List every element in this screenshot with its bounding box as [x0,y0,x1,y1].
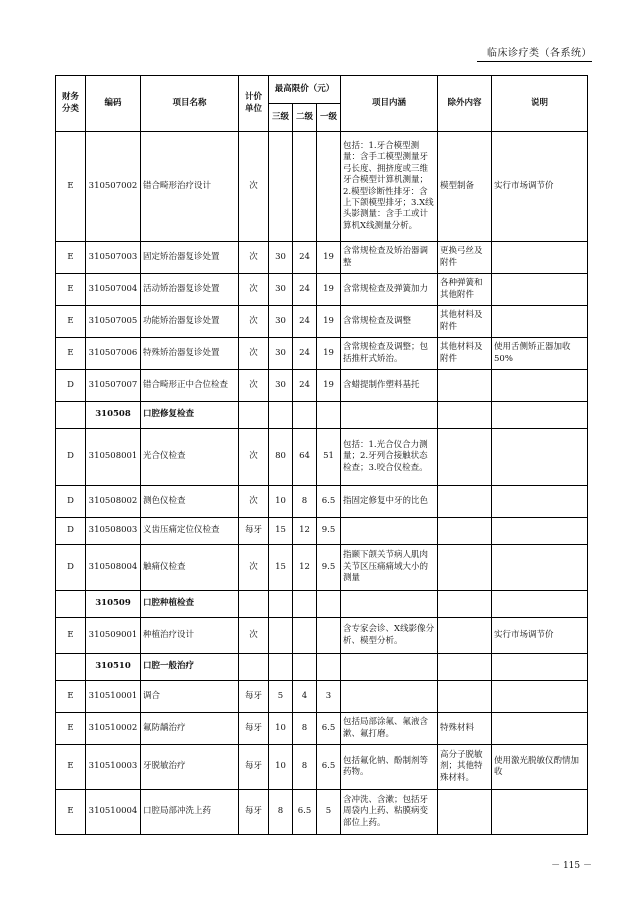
table-row [56,132,588,242]
price1-cell [317,132,341,242]
name-cell: 口腔局部冲洗上药 [141,790,239,835]
unit-cell: 每牙 [239,790,269,835]
unit-cell: 次 [239,486,269,518]
section-name: 口腔种植检查 [141,591,239,618]
price3-cell: 30 [269,242,293,274]
category-cell: E [56,681,86,713]
price1-cell: 19 [317,242,341,274]
content-cell [341,654,438,681]
notes-cell [492,518,588,545]
price2-cell: 8 [293,486,317,518]
notes-cell: 使用激光脱敏仪酌情加收 [492,745,588,790]
notes-cell: 使用舌侧矫正器加收50% [492,338,588,370]
content-cell: 包括：1.牙合模型测量：含手工模型测量牙弓长度、拥挤度或三维牙合模型计算机测量；2.模型诊断性排牙：含上下颌模型排牙；3.X线头影测量：含手工或计算机X线测量分析。 [341,132,438,242]
excluded-cell: 模型制备 [438,132,492,242]
table-row [56,545,588,591]
name-cell: 触痛仪检查 [141,545,239,591]
category-cell: D [56,429,86,486]
col-level1: 一级 [317,104,341,132]
price3-cell [269,402,293,429]
notes-cell [492,402,588,429]
unit-cell: 次 [239,242,269,274]
content-cell: 包括局部涂氟、氟液含漱、氟打磨。 [341,713,438,745]
content-cell: 包括氟化钠、酚制剂等药物。 [341,745,438,790]
col-name: 项目名称 [141,76,239,132]
price1-cell [317,654,341,681]
category-cell: E [56,306,86,338]
code-cell: 310507005 [86,306,141,338]
code-cell: 310508003 [86,518,141,545]
content-cell: 含冲洗、含漱；包括牙周袋内上药、粘膜病变部位上药。 [341,790,438,835]
excluded-cell [438,654,492,681]
content-cell: 指颞下颌关节病人肌肉关节区压痛痛域大小的测量 [341,545,438,591]
table-row [56,618,588,654]
excluded-cell [438,429,492,486]
price2-cell: 24 [293,370,317,402]
code-cell: 310508001 [86,429,141,486]
section-name: 口腔修复检查 [141,402,239,429]
price1-cell [317,402,341,429]
table-row [56,370,588,402]
table-row [56,274,588,306]
unit-cell: 次 [239,429,269,486]
excluded-cell [438,790,492,835]
price2-cell [293,618,317,654]
code-cell: 310507007 [86,370,141,402]
content-cell: 含专家会诊、X线影像分析、模型分析。 [341,618,438,654]
table-row [56,745,588,790]
price1-cell: 3 [317,681,341,713]
code-cell: 310508002 [86,486,141,518]
price2-cell: 12 [293,518,317,545]
section-row [56,591,588,618]
price2-cell: 8 [293,745,317,790]
code-cell: 310510003 [86,745,141,790]
excluded-cell [438,545,492,591]
excluded-cell [438,618,492,654]
price2-cell: 24 [293,306,317,338]
code-cell: 310507002 [86,132,141,242]
content-cell: 包括：1.光合仪合力测量；2.牙列合接触状态检查；3.咬合仪检查。 [341,429,438,486]
price3-cell [269,654,293,681]
price2-cell: 6.5 [293,790,317,835]
price2-cell [293,591,317,618]
section-code: 310510 [86,654,141,681]
price1-cell: 6.5 [317,713,341,745]
content-cell: 含常规检查及弹簧加力 [341,274,438,306]
excluded-cell: 其他材料及附件 [438,306,492,338]
price3-cell: 30 [269,274,293,306]
unit-cell: 次 [239,370,269,402]
code-cell: 310509001 [86,618,141,654]
notes-cell [492,790,588,835]
price3-cell: 10 [269,713,293,745]
category-cell: E [56,790,86,835]
price1-cell: 19 [317,274,341,306]
excluded-cell [438,486,492,518]
content-cell: 含常规检查及矫治器调整 [341,242,438,274]
price1-cell: 9.5 [317,545,341,591]
excluded-cell [438,681,492,713]
table-row [56,242,588,274]
price-table [55,75,588,835]
name-cell: 错合畸形正中合位检查 [141,370,239,402]
excluded-cell [438,402,492,429]
price1-cell: 5 [317,790,341,835]
category-cell: D [56,518,86,545]
unit-cell: 每牙 [239,745,269,790]
category-cell: E [56,242,86,274]
price3-cell [269,591,293,618]
code-cell: 310507006 [86,338,141,370]
excluded-cell [438,518,492,545]
col-level2: 二级 [293,104,317,132]
unit-cell: 次 [239,274,269,306]
unit-cell: 次 [239,545,269,591]
price1-cell: 51 [317,429,341,486]
col-level3: 三级 [269,104,293,132]
price3-cell: 30 [269,338,293,370]
content-cell: 指固定修复中牙的比色 [341,486,438,518]
price2-cell [293,402,317,429]
price2-cell [293,132,317,242]
notes-cell [492,306,588,338]
content-cell: 含蜡提制作塑料基托 [341,370,438,402]
section-code: 310508 [86,402,141,429]
price1-cell: 19 [317,338,341,370]
excluded-cell: 其他材料及附件 [438,338,492,370]
notes-cell: 实行市场调节价 [492,132,588,242]
table-row [56,681,588,713]
notes-cell [492,654,588,681]
unit-cell: 次 [239,618,269,654]
table-body [56,132,588,835]
col-notes: 说明 [492,76,588,132]
price3-cell: 8 [269,790,293,835]
code-cell: 310507003 [86,242,141,274]
unit-cell [239,402,269,429]
price1-cell: 9.5 [317,518,341,545]
notes-cell [492,591,588,618]
excluded-cell [438,370,492,402]
category-cell: E [56,745,86,790]
name-cell: 测色仪检查 [141,486,239,518]
price3-cell: 30 [269,306,293,338]
col-category: 财务分类 [56,76,86,132]
name-cell: 义齿压痛定位仪检查 [141,518,239,545]
col-max-price: 最高限价（元） [269,76,341,104]
col-excluded: 除外内容 [438,76,492,132]
price2-cell: 8 [293,713,317,745]
content-cell [341,681,438,713]
category-cell [56,654,86,681]
price3-cell [269,618,293,654]
name-cell: 固定矫治器复诊处置 [141,242,239,274]
name-cell: 光合仪检查 [141,429,239,486]
price1-cell [317,591,341,618]
price3-cell: 80 [269,429,293,486]
category-cell: E [56,132,86,242]
unit-cell [239,591,269,618]
notes-cell [492,713,588,745]
price3-cell [269,132,293,242]
section-row [56,654,588,681]
category-cell: D [56,545,86,591]
unit-cell: 次 [239,132,269,242]
section-name: 口腔一般治疗 [141,654,239,681]
notes-cell [492,370,588,402]
name-cell: 牙脱敏治疗 [141,745,239,790]
col-code: 编码 [86,76,141,132]
table-row [56,306,588,338]
notes-cell [492,486,588,518]
category-cell [56,402,86,429]
price1-cell: 6.5 [317,745,341,790]
notes-cell [492,681,588,713]
price2-cell: 24 [293,338,317,370]
notes-cell [492,429,588,486]
table-row [56,713,588,745]
price2-cell: 12 [293,545,317,591]
unit-cell: 每牙 [239,713,269,745]
excluded-cell: 高分子脱敏剂；其他特殊材料。 [438,745,492,790]
excluded-cell [438,591,492,618]
content-cell [341,518,438,545]
name-cell: 活动矫治器复诊处置 [141,274,239,306]
price2-cell: 24 [293,274,317,306]
notes-cell: 实行市场调节价 [492,618,588,654]
page-number: － 115 － [551,861,592,871]
name-cell: 氟防龋治疗 [141,713,239,745]
price2-cell: 4 [293,681,317,713]
content-cell [341,591,438,618]
category-cell [56,591,86,618]
table-row [56,790,588,835]
price1-cell [317,618,341,654]
name-cell: 种植治疗设计 [141,618,239,654]
price3-cell: 15 [269,545,293,591]
price3-cell: 5 [269,681,293,713]
category-cell: E [56,338,86,370]
unit-cell: 次 [239,306,269,338]
page-header: 临床诊疗类（各系统） [477,44,592,62]
table-row [56,486,588,518]
col-content: 项目内涵 [341,76,438,132]
category-cell: E [56,618,86,654]
price1-cell: 6.5 [317,486,341,518]
price2-cell: 64 [293,429,317,486]
content-cell [341,402,438,429]
unit-cell: 每牙 [239,681,269,713]
price1-cell: 19 [317,306,341,338]
category-cell: D [56,486,86,518]
price2-cell: 24 [293,242,317,274]
content-cell: 含常规检查及调整 [341,306,438,338]
category-cell: E [56,713,86,745]
name-cell: 功能矫治器复诊处置 [141,306,239,338]
table-row [56,429,588,486]
unit-cell: 次 [239,338,269,370]
code-cell: 310508004 [86,545,141,591]
category-cell: D [56,370,86,402]
price3-cell: 10 [269,486,293,518]
code-cell: 310510004 [86,790,141,835]
code-cell: 310507004 [86,274,141,306]
price2-cell [293,654,317,681]
code-cell: 310510001 [86,681,141,713]
notes-cell [492,545,588,591]
section-row [56,402,588,429]
notes-cell [492,242,588,274]
price3-cell: 30 [269,370,293,402]
name-cell: 特殊矫治器复诊处置 [141,338,239,370]
excluded-cell: 各种弹簧和其他附件 [438,274,492,306]
col-unit: 计价单位 [239,76,269,132]
unit-cell [239,654,269,681]
excluded-cell: 特殊材料 [438,713,492,745]
excluded-cell: 更换弓丝及附件 [438,242,492,274]
table-row [56,338,588,370]
section-code: 310509 [86,591,141,618]
category-cell: E [56,274,86,306]
notes-cell [492,274,588,306]
table-row [56,518,588,545]
name-cell: 调合 [141,681,239,713]
code-cell: 310510002 [86,713,141,745]
price1-cell: 19 [317,370,341,402]
unit-cell: 每牙 [239,518,269,545]
price3-cell: 15 [269,518,293,545]
name-cell: 错合畸形治疗设计 [141,132,239,242]
content-cell: 含常规检查及调整；包括推杆式矫治。 [341,338,438,370]
price3-cell: 10 [269,745,293,790]
